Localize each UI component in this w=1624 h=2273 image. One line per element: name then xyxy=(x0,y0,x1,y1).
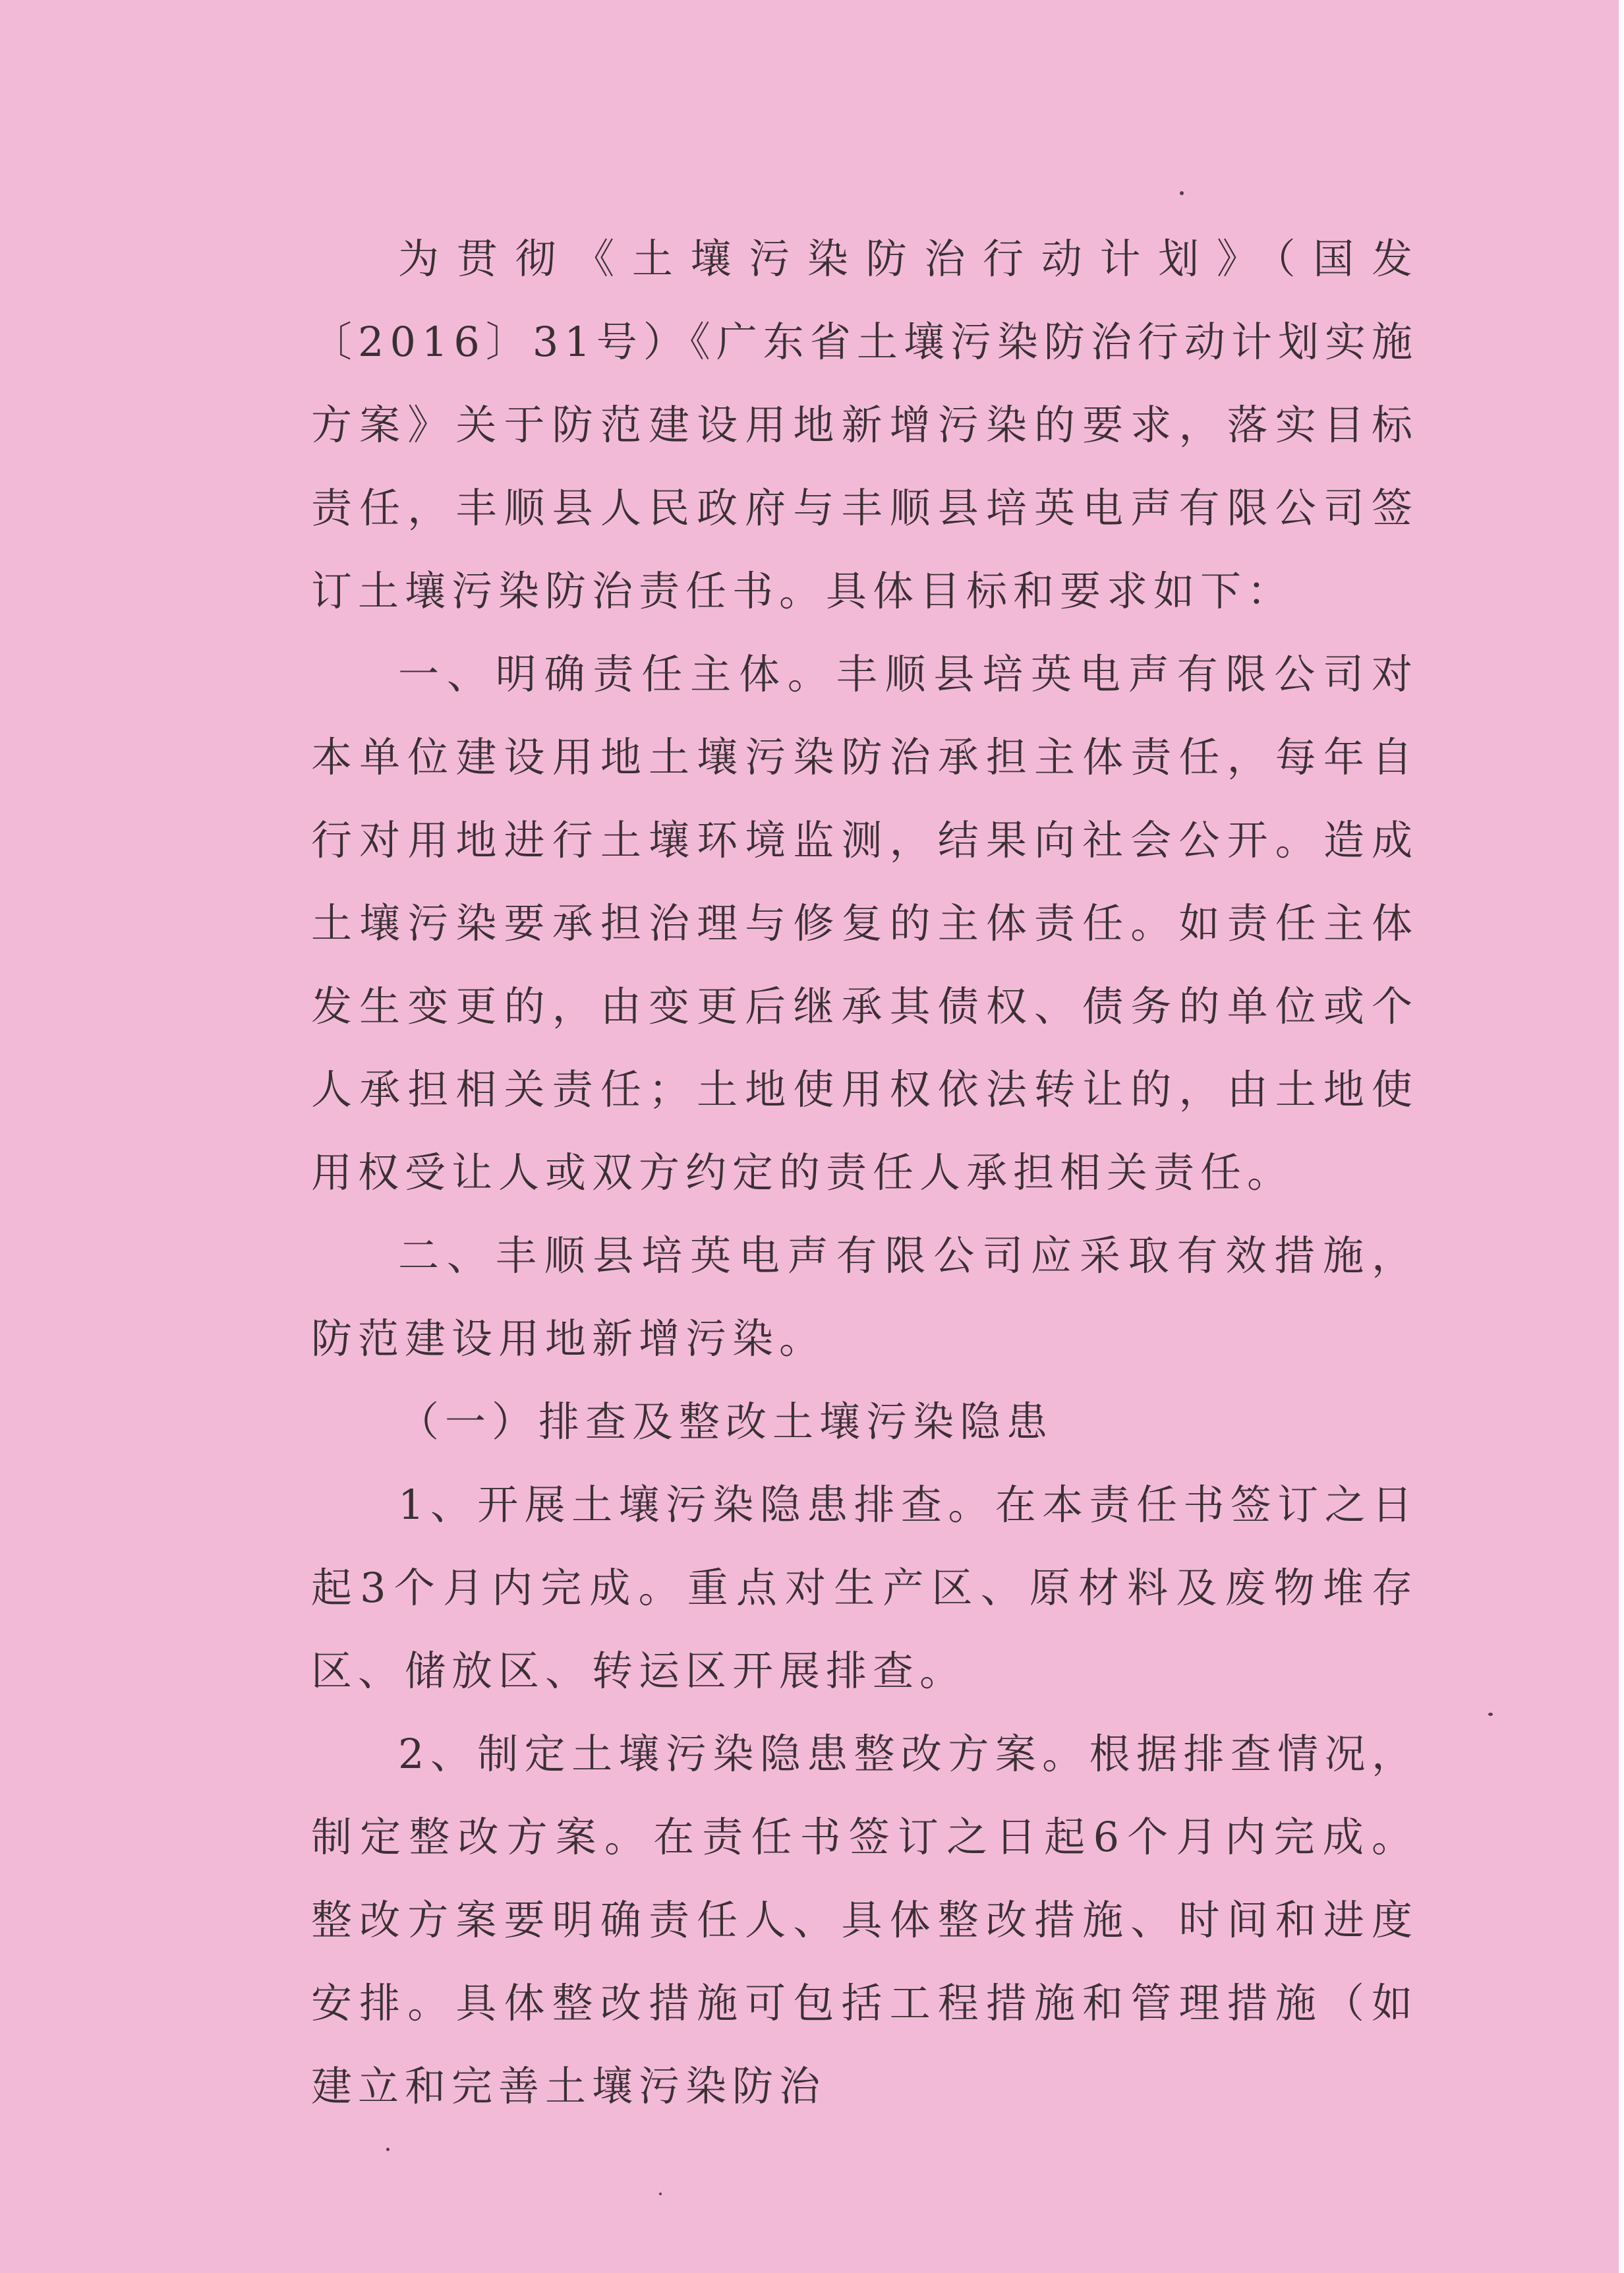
scan-speck xyxy=(659,2193,662,2195)
subheading-inspection: （一）排查及整改土壤污染隐患 xyxy=(398,1398,1054,1446)
paragraph-section-one: 一、明确责任主体。丰顺县培英电声有限公司对本单位建设用地土壤污染防治承担主体责任，每年自行对用地进行土壤环境监测，结果向社会公开。造成土壤污染要承担治理与修复的主体责任。如责任主体发生变更的，由变更后继承其债权、债务的单位或个人承担相关责任；土地使用权依法转让的，由土地使用权受让人或双方约定的责任人承担相关责任。 xyxy=(311,650,1418,1196)
paragraph-item-1: 1、开展土壤污染隐患排查。在本责任书签订之日起3个月内完成。重点对生产区、原材料及废物堆存区、储放区、转运区开展排查。 xyxy=(311,1481,1418,1695)
document-body xyxy=(311,218,1418,2128)
paragraph-section-two: 二、丰顺县培英电声有限公司应采取有效措施，防范建设用地新增污染。 xyxy=(311,1231,1418,1363)
scan-speck xyxy=(1180,191,1184,195)
paragraph-item-2: 2、制定土壤污染隐患整改方案。根据排查情况，制定整改方案。在责任书签订之日起6个月内完成。整改方案要明确责任人、具体整改措施、时间和进度安排。具体整改措施可包括工程措施和管理措施（如建立和完善土壤污染防治 xyxy=(311,1730,1418,2110)
paragraph-intro: 为贯彻《土壤污染防治行动计划》（国发〔2016〕31号）《广东省土壤污染防治行动计划实施方案》关于防范建设用地新增污染的要求，落实目标责任，丰顺县人民政府与丰顺县培英电声有限公司签订土壤污染防治责任书。具体目标和要求如下： xyxy=(311,235,1418,615)
scan-speck xyxy=(1488,1713,1493,1716)
scan-speck xyxy=(386,2148,390,2151)
